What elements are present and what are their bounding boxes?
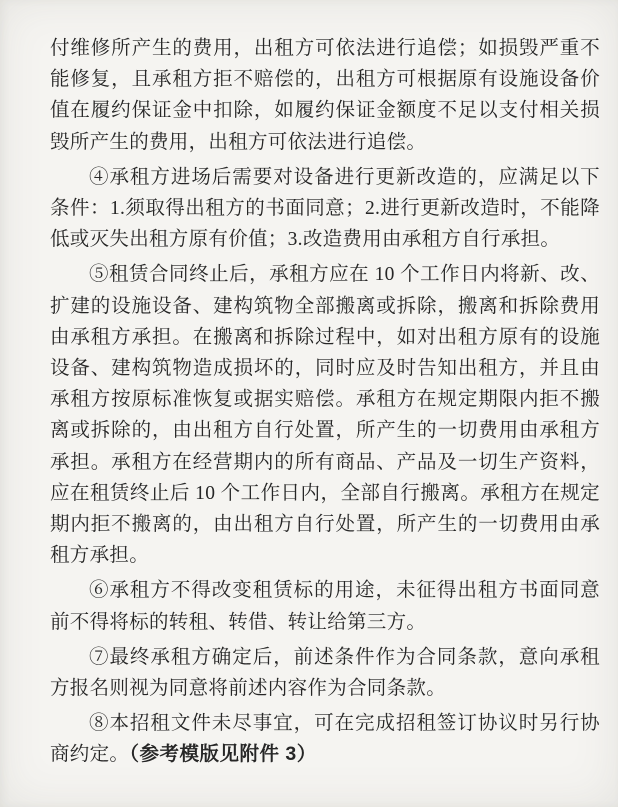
document-text-block <box>50 33 600 771</box>
para-continuation <box>50 33 600 158</box>
para-item-6 <box>50 575 600 637</box>
para-item-5 <box>50 259 600 571</box>
paragraph-text: 付维修所产生的费用，出租方可依法进行追偿；如损毁严重不能修复，且承租方拒不赔偿的，出租方可根据原有设施设备价值在履约保证金中扣除，如履约保证金额度不足以支付相关损毁所产生的费用，出租方可依法进行追偿。 <box>50 38 600 153</box>
paragraph-text: ⑧本招租文件未尽事宜，可在完成招租签订协议时另行协商约定。 <box>50 713 600 766</box>
para-item-4 <box>50 162 600 256</box>
paragraph-text: ⑦最终承租方确定后，前述条件作为合同条款，意向承租方报名则视为同意将前述内容作为合同条款。 <box>50 646 600 700</box>
paragraph-bold-note: （参考模版见附件 3） <box>129 743 317 766</box>
paragraph-text: ⑥承租方不得改变租赁标的用途，未征得出租方书面同意前不得将标的转租、转借、转让给第三方。 <box>50 580 600 633</box>
para-item-8 <box>50 708 600 770</box>
para-item-7 <box>50 642 600 704</box>
paragraph-text: ④承租方进场后需要对设备进行更新改造的，应满足以下条件：1.须取得出租方的书面同意；2.进行更新改造时，不能降低或灭失出租方原有价值；3.改造费用由承租方自行承担。 <box>50 166 600 251</box>
paragraph-text: ⑤租赁合同终止后，承租方应在 10 个工作日内将新、改、扩建的设施设备、建构筑物全部搬离或拆除，搬离和拆除费用由承租方承担。在搬离和拆除过程中，如对出租方原有的设施设备、建构筑物造成损坏的，同时应及时告知出租方，并且由承租方按原标准恢复或据实赔偿。承租方在规定期限内拒不搬离或拆除的，由出租方自行处置，所产生的一切费用由承租方承担。承租方在经营期内的所有商品、产品及一切生产资料，应在租赁终止后 10 个工作日内，全部自行搬离。承租方在规定期内拒不搬离的，由出租方自行处置，所产生的一切费用由承租方承担。 <box>50 264 600 567</box>
